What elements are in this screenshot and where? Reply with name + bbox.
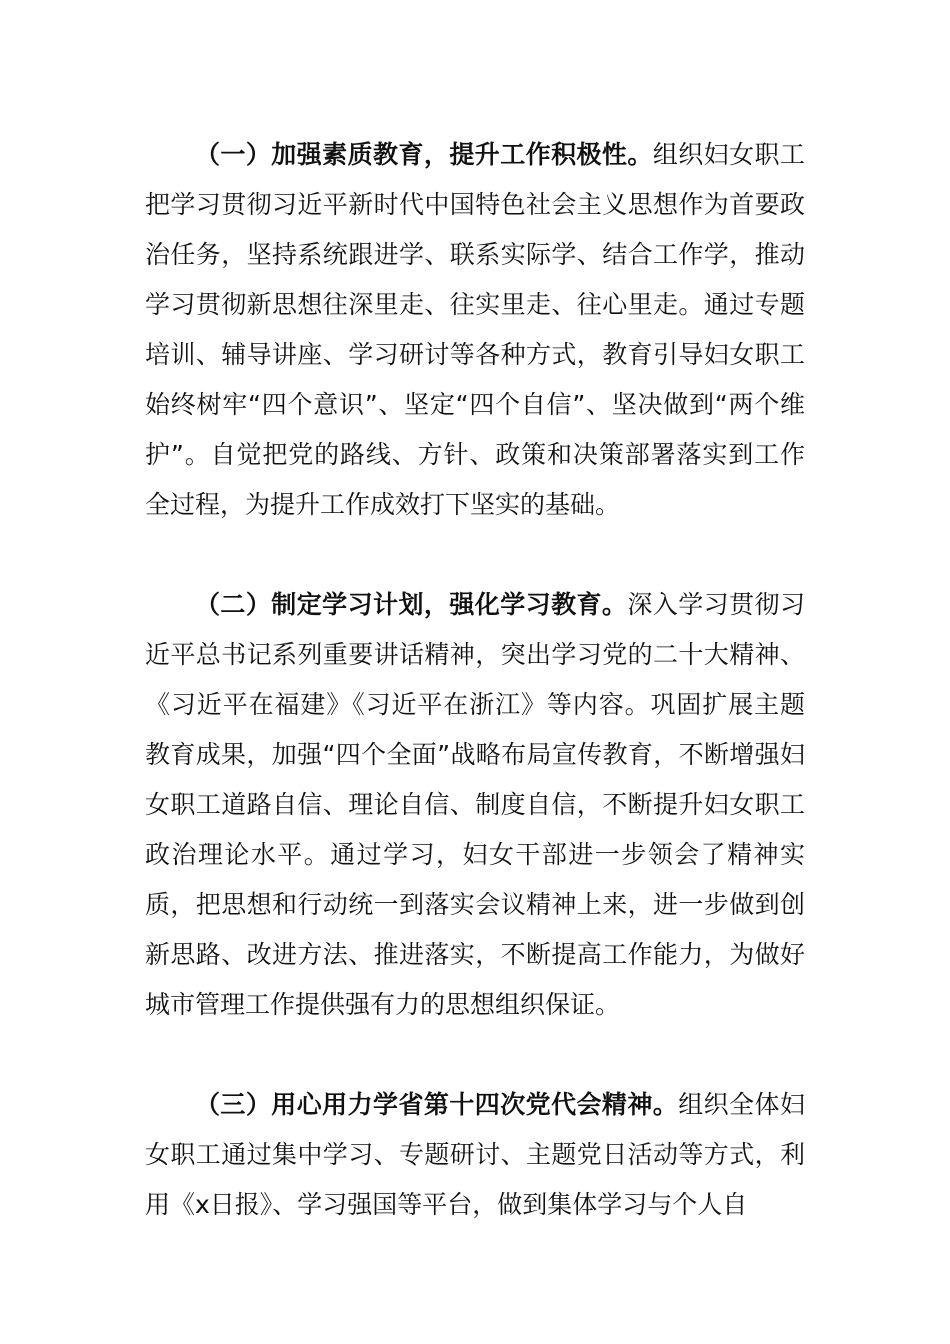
document-body xyxy=(145,130,805,1230)
paragraph-2-heading: （二）制定学习计划，强化学习教育。 xyxy=(195,590,628,619)
paragraph-2 xyxy=(145,580,805,1030)
paragraph-1 xyxy=(145,130,805,530)
paragraph-1-text: 组织妇女职工把学习贯彻习近平新时代中国特色社会主义思想作为首要政治任务，坚持系统跟进学、联系实际学、结合工作学，推动学习贯彻新思想往深里走、往实里走、往心里走。通过专题培训、辅导讲座、学习研讨等各种方式，教育引导妇女职工始终树牢“四个意识”、坚定“四个自信”、坚决做到“两个维护”。自觉把党的路线、方针、政策和决策部署落实到工作全过程，为提升工作成效打下坚实的基础。 xyxy=(145,140,805,519)
paragraph-2-text: 深入学习贯彻习近平总书记系列重要讲话精神，突出学习党的二十大精神、《习近平在福建》《习近平在浙江》等内容。巩固扩展主题教育成果，加强“四个全面”战略布局宣传教育，不断增强妇女职工道路自信、理论自信、制度自信，不断提升妇女职工政治理论水平。通过学习，妇女干部进一步领会了精神实质，把思想和行动统一到落实会议精神上来，进一步做到创新思路、改进方法、推进落实，不断提高工作能力，为做好城市管理工作提供强有力的思想组织保证。 xyxy=(145,590,805,1019)
paragraph-3 xyxy=(145,1080,805,1230)
paragraph-3-heading: （三）用心用力学省第十四次党代会精神。 xyxy=(195,1090,679,1119)
paragraph-3-text: 组织全体妇女职工通过集中学习、专题研讨、主题党日活动等方式，利用《x日报》、学习强国等平台，做到集体学习与个人自 xyxy=(145,1090,805,1219)
paragraph-1-heading: （一）加强素质教育，提升工作积极性。 xyxy=(195,140,653,169)
